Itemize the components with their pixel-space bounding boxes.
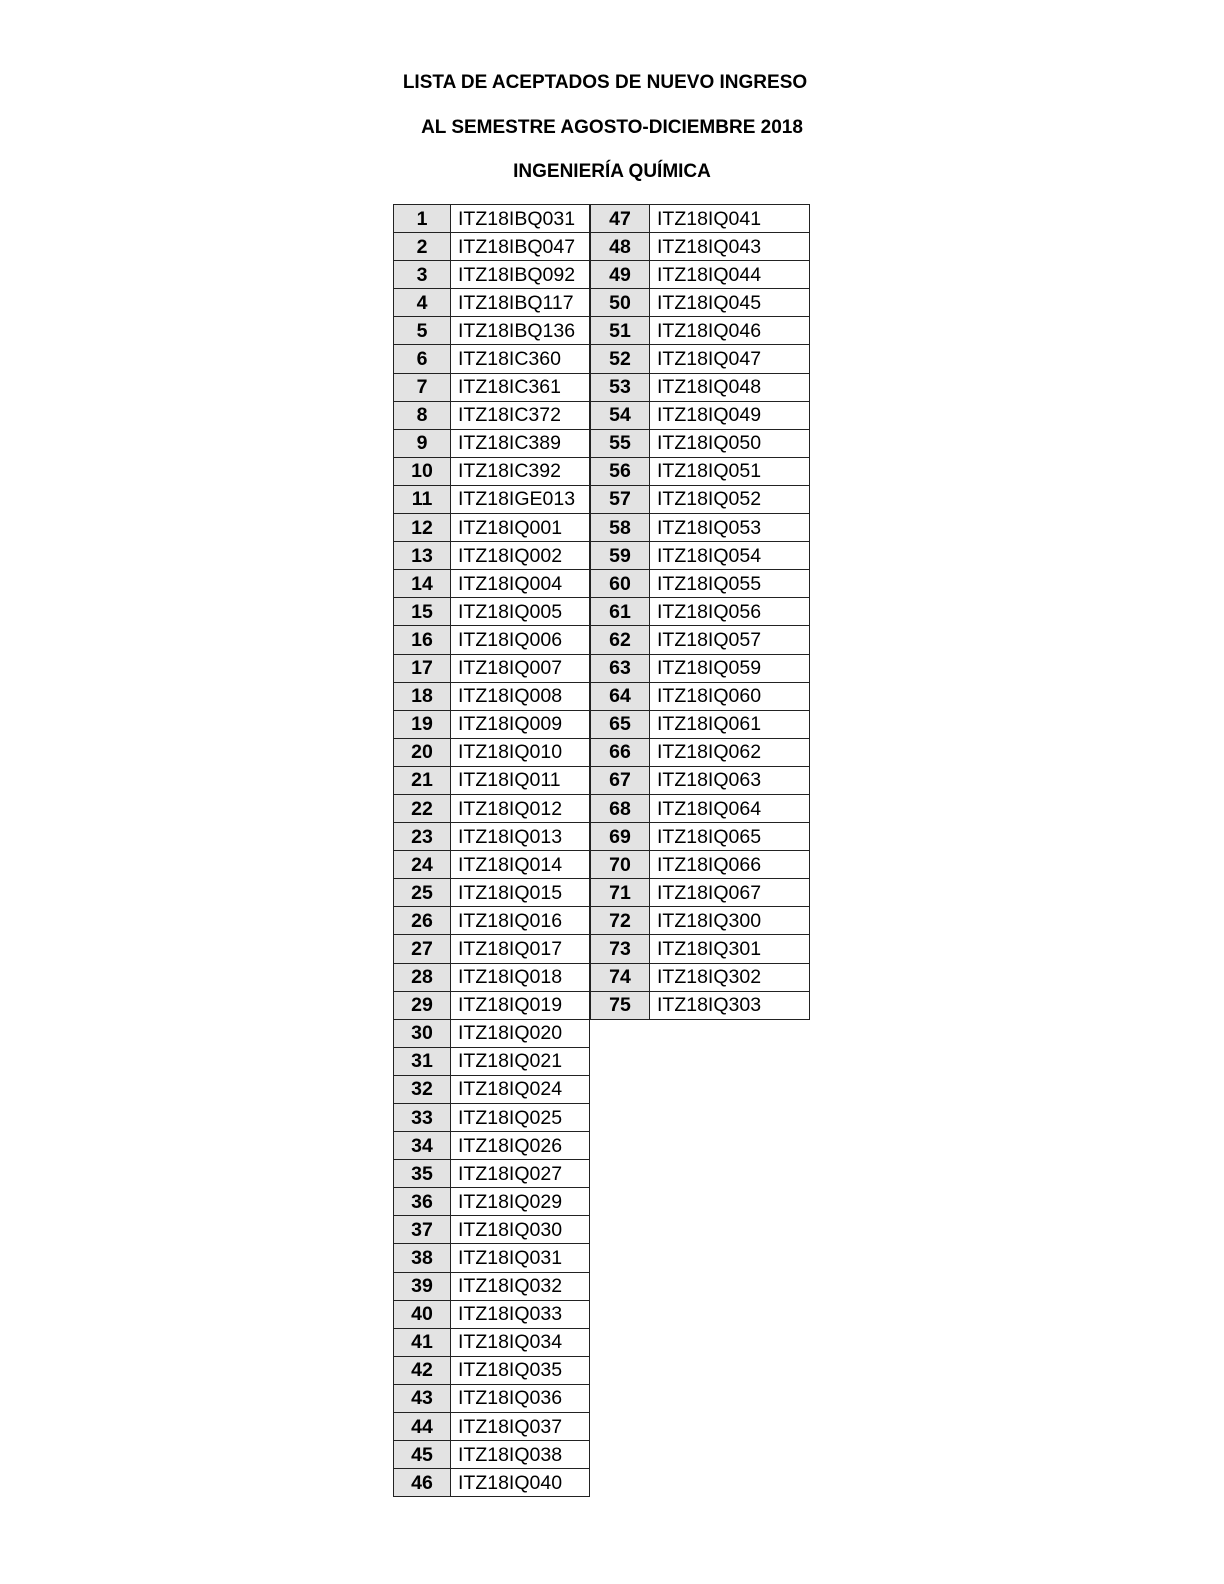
row-number: 36 bbox=[394, 1188, 451, 1216]
row-number: 55 bbox=[591, 429, 650, 457]
row-number: 5 bbox=[394, 317, 451, 345]
row-number: 13 bbox=[394, 542, 451, 570]
table-row bbox=[591, 963, 810, 991]
row-number: 69 bbox=[591, 823, 650, 851]
row-number: 57 bbox=[591, 485, 650, 513]
table-row bbox=[394, 1272, 590, 1300]
applicant-code: ITZ18IQ062 bbox=[650, 738, 810, 766]
row-number: 3 bbox=[394, 261, 451, 289]
table-row bbox=[591, 485, 810, 513]
applicant-code: ITZ18IQ037 bbox=[451, 1413, 590, 1441]
row-number: 37 bbox=[394, 1216, 451, 1244]
row-number: 25 bbox=[394, 879, 451, 907]
table-row bbox=[394, 794, 590, 822]
table-row bbox=[591, 570, 810, 598]
row-number: 59 bbox=[591, 542, 650, 570]
table-row bbox=[591, 823, 810, 851]
applicant-code: ITZ18IQ060 bbox=[650, 682, 810, 710]
applicant-code: ITZ18IQ029 bbox=[451, 1188, 590, 1216]
table-row bbox=[394, 457, 590, 485]
table-row bbox=[394, 317, 590, 345]
table-row bbox=[394, 1075, 590, 1103]
table-row bbox=[591, 626, 810, 654]
table-row bbox=[394, 1244, 590, 1272]
table-row bbox=[394, 345, 590, 373]
applicant-code: ITZ18IQ025 bbox=[451, 1104, 590, 1132]
table-row bbox=[591, 429, 810, 457]
table-row bbox=[591, 261, 810, 289]
table-row bbox=[591, 233, 810, 261]
row-number: 4 bbox=[394, 289, 451, 317]
table-row bbox=[591, 317, 810, 345]
semester-subtitle: AL SEMESTRE AGOSTO-DICIEMBRE 2018 bbox=[421, 117, 803, 138]
table-row bbox=[394, 738, 590, 766]
row-number: 35 bbox=[394, 1160, 451, 1188]
table-row bbox=[394, 1019, 590, 1047]
table-row bbox=[394, 485, 590, 513]
table-row bbox=[394, 289, 590, 317]
row-number: 49 bbox=[591, 261, 650, 289]
applicant-code: ITZ18IQ041 bbox=[650, 205, 810, 233]
applicant-code: ITZ18IQ027 bbox=[451, 1160, 590, 1188]
table-row bbox=[394, 626, 590, 654]
applicant-code: ITZ18IGE013 bbox=[451, 485, 590, 513]
applicant-code: ITZ18IQ063 bbox=[650, 766, 810, 794]
applicant-code: ITZ18IQ030 bbox=[451, 1216, 590, 1244]
applicant-code: ITZ18IQ008 bbox=[451, 682, 590, 710]
row-number: 7 bbox=[394, 373, 451, 401]
row-number: 64 bbox=[591, 682, 650, 710]
applicant-code: ITZ18IC372 bbox=[451, 401, 590, 429]
row-number: 51 bbox=[591, 317, 650, 345]
table-row bbox=[394, 710, 590, 738]
applicant-code: ITZ18IQ067 bbox=[650, 879, 810, 907]
applicant-code: ITZ18IQ046 bbox=[650, 317, 810, 345]
row-number: 27 bbox=[394, 935, 451, 963]
row-number: 47 bbox=[591, 205, 650, 233]
row-number: 46 bbox=[394, 1469, 451, 1497]
table-row bbox=[394, 963, 590, 991]
row-number: 39 bbox=[394, 1272, 451, 1300]
table-row bbox=[591, 794, 810, 822]
row-number: 1 bbox=[394, 205, 451, 233]
row-number: 10 bbox=[394, 457, 451, 485]
row-number: 73 bbox=[591, 935, 650, 963]
applicant-code: ITZ18IQ300 bbox=[650, 907, 810, 935]
table-row bbox=[394, 570, 590, 598]
applicant-code: ITZ18IBQ117 bbox=[451, 289, 590, 317]
row-number: 31 bbox=[394, 1047, 451, 1075]
applicant-code: ITZ18IQ054 bbox=[650, 542, 810, 570]
applicant-code: ITZ18IBQ136 bbox=[451, 317, 590, 345]
row-number: 2 bbox=[394, 233, 451, 261]
row-number: 58 bbox=[591, 514, 650, 542]
row-number: 30 bbox=[394, 1019, 451, 1047]
accepted-list-column-2 bbox=[590, 204, 810, 1020]
table-row bbox=[591, 654, 810, 682]
applicant-code: ITZ18IQ035 bbox=[451, 1356, 590, 1384]
table-row bbox=[591, 401, 810, 429]
table-row bbox=[394, 429, 590, 457]
table-row bbox=[591, 289, 810, 317]
applicant-code: ITZ18IQ010 bbox=[451, 738, 590, 766]
applicant-code: ITZ18IC392 bbox=[451, 457, 590, 485]
applicant-code: ITZ18IQ056 bbox=[650, 598, 810, 626]
applicant-code: ITZ18IQ044 bbox=[650, 261, 810, 289]
applicant-code: ITZ18IQ065 bbox=[650, 823, 810, 851]
table-row bbox=[394, 1160, 590, 1188]
row-number: 53 bbox=[591, 373, 650, 401]
table-row bbox=[394, 1441, 590, 1469]
row-number: 63 bbox=[591, 654, 650, 682]
row-number: 6 bbox=[394, 345, 451, 373]
applicant-code: ITZ18IQ020 bbox=[451, 1019, 590, 1047]
applicant-code: ITZ18IQ018 bbox=[451, 963, 590, 991]
applicant-code: ITZ18IQ064 bbox=[650, 794, 810, 822]
row-number: 56 bbox=[591, 457, 650, 485]
row-number: 75 bbox=[591, 991, 650, 1019]
row-number: 29 bbox=[394, 991, 451, 1019]
table-row bbox=[591, 935, 810, 963]
applicant-code: ITZ18IQ012 bbox=[451, 794, 590, 822]
applicant-code: ITZ18IQ014 bbox=[451, 851, 590, 879]
row-number: 45 bbox=[394, 1441, 451, 1469]
table-row bbox=[591, 542, 810, 570]
table-row bbox=[591, 710, 810, 738]
applicant-code: ITZ18IQ013 bbox=[451, 823, 590, 851]
applicant-code: ITZ18IQ024 bbox=[451, 1075, 590, 1103]
table-row bbox=[394, 879, 590, 907]
row-number: 71 bbox=[591, 879, 650, 907]
table-row bbox=[394, 1413, 590, 1441]
row-number: 24 bbox=[394, 851, 451, 879]
accepted-list-column-1 bbox=[393, 204, 590, 1497]
row-number: 70 bbox=[591, 851, 650, 879]
row-number: 20 bbox=[394, 738, 451, 766]
table-row bbox=[591, 907, 810, 935]
row-number: 23 bbox=[394, 823, 451, 851]
row-number: 50 bbox=[591, 289, 650, 317]
applicant-code: ITZ18IQ031 bbox=[451, 1244, 590, 1272]
table-row bbox=[394, 233, 590, 261]
row-number: 18 bbox=[394, 682, 451, 710]
row-number: 40 bbox=[394, 1300, 451, 1328]
applicant-code: ITZ18IBQ092 bbox=[451, 261, 590, 289]
row-number: 68 bbox=[591, 794, 650, 822]
applicant-code: ITZ18IQ026 bbox=[451, 1132, 590, 1160]
table-row bbox=[394, 1104, 590, 1132]
row-number: 14 bbox=[394, 570, 451, 598]
table-row bbox=[394, 1216, 590, 1244]
row-number: 16 bbox=[394, 626, 451, 654]
applicant-code: ITZ18IQ004 bbox=[451, 570, 590, 598]
applicant-code: ITZ18IQ017 bbox=[451, 935, 590, 963]
row-number: 28 bbox=[394, 963, 451, 991]
applicant-code: ITZ18IQ016 bbox=[451, 907, 590, 935]
applicant-code: ITZ18IBQ047 bbox=[451, 233, 590, 261]
row-number: 65 bbox=[591, 710, 650, 738]
applicant-code: ITZ18IQ043 bbox=[650, 233, 810, 261]
row-number: 60 bbox=[591, 570, 650, 598]
row-number: 61 bbox=[591, 598, 650, 626]
applicant-code: ITZ18IQ009 bbox=[451, 710, 590, 738]
row-number: 66 bbox=[591, 738, 650, 766]
table-row bbox=[591, 205, 810, 233]
table-row bbox=[394, 598, 590, 626]
table-row bbox=[394, 1047, 590, 1075]
applicant-code: ITZ18IQ052 bbox=[650, 485, 810, 513]
table-row bbox=[394, 261, 590, 289]
table-row bbox=[394, 823, 590, 851]
applicant-code: ITZ18IQ033 bbox=[451, 1300, 590, 1328]
table-row bbox=[394, 935, 590, 963]
applicant-code: ITZ18IQ049 bbox=[650, 401, 810, 429]
applicant-code: ITZ18IQ007 bbox=[451, 654, 590, 682]
table-row bbox=[591, 851, 810, 879]
applicant-code: ITZ18IQ021 bbox=[451, 1047, 590, 1075]
row-number: 33 bbox=[394, 1104, 451, 1132]
row-number: 17 bbox=[394, 654, 451, 682]
table-row bbox=[394, 205, 590, 233]
applicant-code: ITZ18IQ005 bbox=[451, 598, 590, 626]
row-number: 67 bbox=[591, 766, 650, 794]
applicant-code: ITZ18IC389 bbox=[451, 429, 590, 457]
table-row bbox=[394, 991, 590, 1019]
applicant-code: ITZ18IQ015 bbox=[451, 879, 590, 907]
applicant-code: ITZ18IQ019 bbox=[451, 991, 590, 1019]
table-row bbox=[394, 373, 590, 401]
row-number: 22 bbox=[394, 794, 451, 822]
applicant-code: ITZ18IQ053 bbox=[650, 514, 810, 542]
applicant-code: ITZ18IQ038 bbox=[451, 1441, 590, 1469]
row-number: 54 bbox=[591, 401, 650, 429]
table-row bbox=[591, 879, 810, 907]
row-number: 43 bbox=[394, 1384, 451, 1412]
applicant-code: ITZ18IQ002 bbox=[451, 542, 590, 570]
applicant-code: ITZ18IQ032 bbox=[451, 1272, 590, 1300]
table-row bbox=[591, 598, 810, 626]
row-number: 9 bbox=[394, 429, 451, 457]
row-number: 15 bbox=[394, 598, 451, 626]
row-number: 48 bbox=[591, 233, 650, 261]
table-row bbox=[394, 1188, 590, 1216]
table-row bbox=[394, 907, 590, 935]
row-number: 32 bbox=[394, 1075, 451, 1103]
row-number: 42 bbox=[394, 1356, 451, 1384]
document-title: LISTA DE ACEPTADOS DE NUEVO INGRESO bbox=[402, 72, 808, 93]
applicant-code: ITZ18IQ057 bbox=[650, 626, 810, 654]
row-number: 38 bbox=[394, 1244, 451, 1272]
applicant-code: ITZ18IQ045 bbox=[650, 289, 810, 317]
row-number: 12 bbox=[394, 514, 451, 542]
row-number: 21 bbox=[394, 766, 451, 794]
table-row bbox=[394, 1469, 590, 1497]
table-row bbox=[394, 1300, 590, 1328]
table-row bbox=[394, 1356, 590, 1384]
table-row bbox=[394, 1384, 590, 1412]
table-row bbox=[591, 682, 810, 710]
applicant-code: ITZ18IQ047 bbox=[650, 345, 810, 373]
table-row bbox=[394, 1328, 590, 1356]
table-row bbox=[394, 766, 590, 794]
row-number: 74 bbox=[591, 963, 650, 991]
table-row bbox=[591, 373, 810, 401]
applicant-code: ITZ18IC360 bbox=[451, 345, 590, 373]
table-row bbox=[591, 345, 810, 373]
applicant-code: ITZ18IQ051 bbox=[650, 457, 810, 485]
table-row bbox=[394, 514, 590, 542]
applicant-code: ITZ18IQ034 bbox=[451, 1328, 590, 1356]
row-number: 44 bbox=[394, 1413, 451, 1441]
row-number: 72 bbox=[591, 907, 650, 935]
applicant-code: ITZ18IQ048 bbox=[650, 373, 810, 401]
table-row bbox=[394, 542, 590, 570]
table-row bbox=[394, 1132, 590, 1160]
applicant-code: ITZ18IQ066 bbox=[650, 851, 810, 879]
row-number: 19 bbox=[394, 710, 451, 738]
row-number: 34 bbox=[394, 1132, 451, 1160]
applicant-code: ITZ18IQ050 bbox=[650, 429, 810, 457]
table-row bbox=[591, 457, 810, 485]
table-row bbox=[394, 654, 590, 682]
applicant-code: ITZ18IQ011 bbox=[451, 766, 590, 794]
applicant-code: ITZ18IQ040 bbox=[451, 1469, 590, 1497]
row-number: 41 bbox=[394, 1328, 451, 1356]
applicant-code: ITZ18IQ303 bbox=[650, 991, 810, 1019]
table-row bbox=[591, 991, 810, 1019]
table-row bbox=[591, 738, 810, 766]
applicant-code: ITZ18IQ059 bbox=[650, 654, 810, 682]
applicant-code: ITZ18IBQ031 bbox=[451, 205, 590, 233]
table-row bbox=[394, 682, 590, 710]
row-number: 11 bbox=[394, 485, 451, 513]
applicant-code: ITZ18IQ301 bbox=[650, 935, 810, 963]
table-row bbox=[591, 766, 810, 794]
row-number: 52 bbox=[591, 345, 650, 373]
row-number: 62 bbox=[591, 626, 650, 654]
row-number: 8 bbox=[394, 401, 451, 429]
table-row bbox=[394, 851, 590, 879]
applicant-code: ITZ18IQ055 bbox=[650, 570, 810, 598]
applicant-code: ITZ18IQ001 bbox=[451, 514, 590, 542]
applicant-code: ITZ18IQ302 bbox=[650, 963, 810, 991]
program-name: INGENIERÍA QUÍMICA bbox=[513, 161, 711, 182]
applicant-code: ITZ18IQ006 bbox=[451, 626, 590, 654]
applicant-code: ITZ18IQ036 bbox=[451, 1384, 590, 1412]
table-row bbox=[394, 401, 590, 429]
applicant-code: ITZ18IC361 bbox=[451, 373, 590, 401]
table-row bbox=[591, 514, 810, 542]
applicant-code: ITZ18IQ061 bbox=[650, 710, 810, 738]
row-number: 26 bbox=[394, 907, 451, 935]
